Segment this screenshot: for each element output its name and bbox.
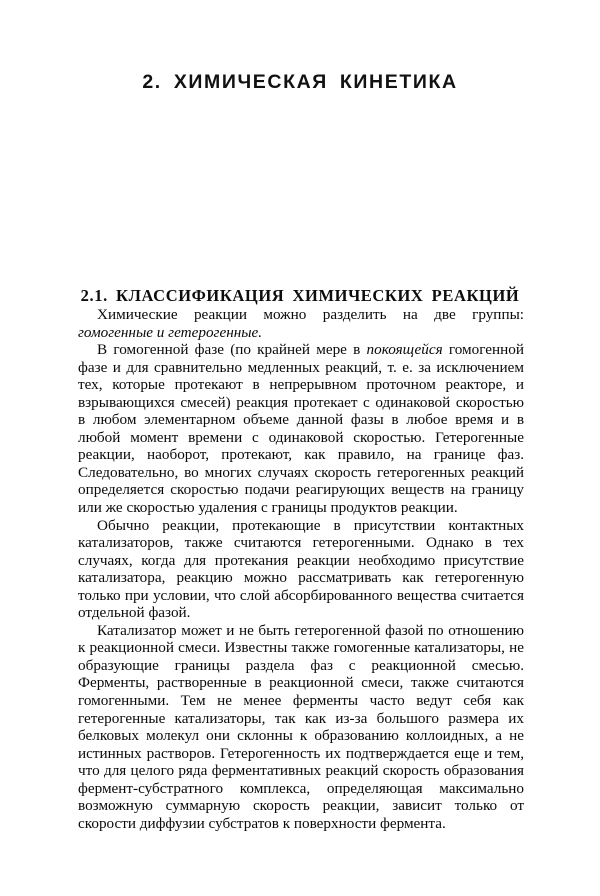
paragraph: Катализатор может и не быть гетерогенной фазой по отношению к реакционной смеси. Известны также гомогенные катализаторы, не образующие границы раздела фаз с реакционной смесью. Ферменты, растворенные в реакционной смеси, также считаются гомогенными. Тем не менее ферменты часто ведут себя как гетерогенные катализаторы, так как из-за большого размера их белковых молекул они склонны к образованию коллоидных, а не истинных растворов. Гетерогенность их подтверждается еще и тем, что для целого ряда ферментативных реакций скорость образования фермент-субстратного комплекса, определяющая максимально возможную суммарную скорость реакции, зависит только от скорости диффузии субстратов к поверхности фермента. xyxy=(78,621,524,832)
paragraph: Обычно реакции, протекающие в присутствии контактных катализаторов, также считаются гетерогенными. Однако в тех случаях, когда для протекания реакции необходимо присутствие катализатора, реакцию можно рассматривать как гетерогенную только при условии, что слой абсорбированного вещества считается отдельной фазой. xyxy=(78,516,524,622)
paragraph: Химические реакции можно разделить на две группы: гомогенные и гетерогенные. xyxy=(78,306,524,341)
section-heading: 2.1. КЛАССИФИКАЦИЯ ХИМИЧЕСКИХ РЕАКЦИЙ xyxy=(80,285,520,305)
body-text-column xyxy=(78,306,524,832)
chapter-title: 2. ХИМИЧЕСКАЯ КИНЕТИКА xyxy=(142,71,458,94)
paragraph: В гомогенной фазе (по крайней мере в покоящейся гомогенной фазе и для сравнительно медленных реакций, т. е. за исключением тех, которые протекают в непрерывном проточном реакторе, и взрывающихся смесей) реакция протекает с одинаковой скоростью в любом элементарном объеме данной фазы в любое время и в любой момент времени с одинаковой скоростью. Гетерогенные реакции, наоборот, протекают, как правило, на границе фаз. Следовательно, во многих случаях скорость гетерогенных реакций определяется скоростью подачи реагирующих веществ на границу или же скоростью удаления с границы продуктов реакции. xyxy=(78,341,524,517)
